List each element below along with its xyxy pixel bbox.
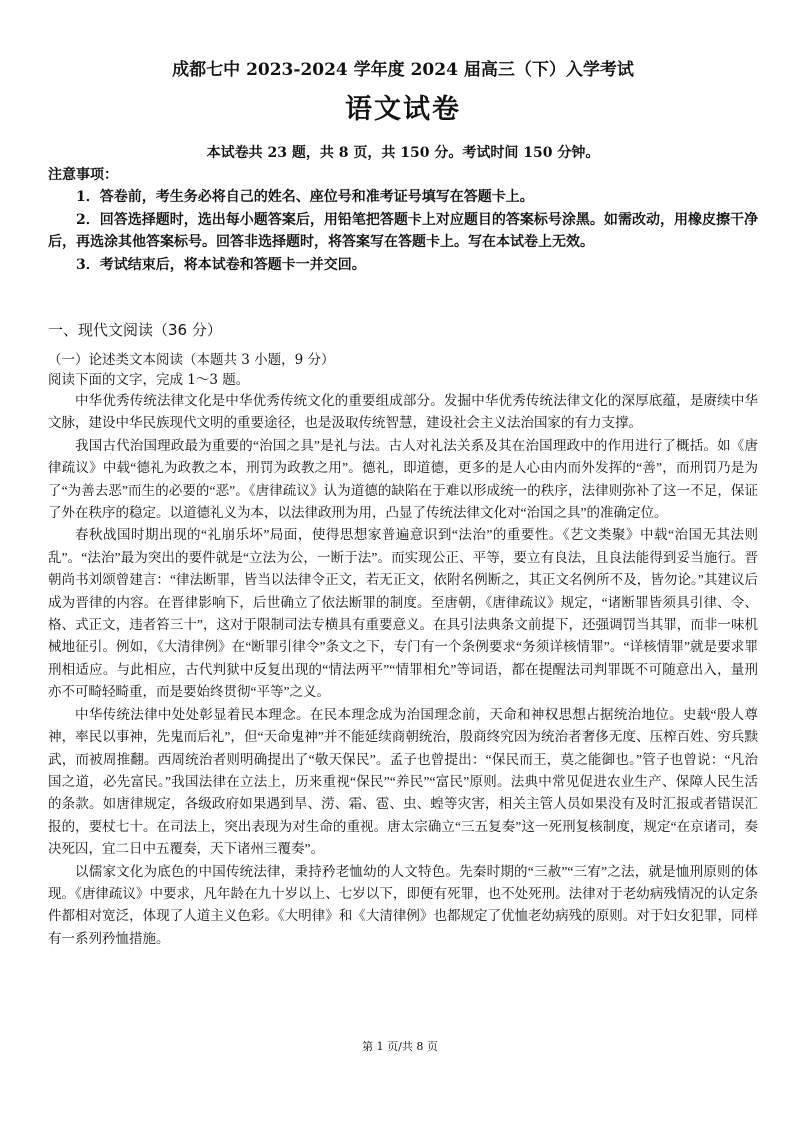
page-number: 第 1 页/共 8 页 [362, 1040, 438, 1053]
passage-paragraph: 中华传统法律中处处彰显着民本理念。在民本理念成为治国理念前，天命和神权思想占据统治地位。史载“殷人尊神，率民以事神，先鬼而后礼”，但“天命鬼神”并不能延续商朝统治，殷商终究因为统治者奢侈无度、压榨百姓、穷兵黩武，而被周推翻。西周统治者则明确提出了“敬天保民”。孟子也曾提出：“保民而王，莫之能御也。”管子也曾说：“凡治国之道，必先富民。”我国法律在立法上，历来重视“保民”“养民”“富民”原则。法典中常见促进农业生产、保障人民生活的条款。如唐律规定，各级政府如果遇到旱、涝、霜、雹、虫、蝗等灾害，相关主管人员如果没有及时汇报或者错误汇报的，要杖七十。在司法上，突出表现为对生命的重视。唐太宗确立“三五复奏”这一死刑复核制度，规定“在京诸司，奏决死囚，宜二日中五覆奏，天下诸州三覆奏”。 [48, 706, 758, 857]
notice-item: 1．答卷前，考生务必将自己的姓名、座位号和准考证号填写在答题卡上。 [76, 189, 534, 205]
exam-title: 成都七中 2023-2024 学年度 2024 届高三（下）入学考试 [172, 60, 634, 80]
passage-paragraph: 春秋战国时期出现的“礼崩乐坏”局面，使得思想家普遍意识到“法治”的重要性。《艺文类聚》中载“治国无其法则乱”。“法治”最为突出的要件就是“立法为公，一断于法”。而实现公正、平等，要立有良法，且良法能得到妥当施行。晋朝尚书刘颂曾建言：“律法断罪，皆当以法律令正文，若无正文，依附名例断之，其正文名例所不及，皆勿论。”其建议后成为晋律的内容。在晋律影响下，后世确立了依法断罪的制度。至唐朝，《唐律疏议》规定，“诸断罪皆须具引律、令、格、式正文，违者笞三十”，这对于限制司法专横具有重要意义。在具引法典条文前提下，还强调罚当其罪，而非一味机械地征引。例如，《大清律例》在“断罪引律令”条文之下，专门有一个条例要求“务须详核情罪”。“详核情罪”就是要求罪刑相适应。与此相应，古代判狱中反复出现的“情法两平”“情罪相允”等词语，都在提醒法司判罪既不可随意出入，量刑亦不可畸轻畸重，而是要始终贯彻“平等”之义。 [48, 527, 758, 700]
notice-block [48, 164, 758, 276]
subject-title: 语文试卷 [345, 94, 461, 125]
exam-info: 本试卷共 23 题，共 8 页，共 150 分。考试时间 150 分钟。 [206, 145, 600, 161]
passage-paragraph: 中华优秀传统法律文化是中华优秀传统文化的重要组成部分。发掘中华优秀传统法律文化的深厚底蕴，是赓续中华文脉，建设中华民族现代文明的重要途径，也是汲取传统智慧，建设社会主义法治国家的有力支撑。 [48, 393, 758, 431]
exam-page [48, 58, 758, 950]
section-title: 一、现代文阅读（36 分） [48, 321, 222, 339]
passage-paragraph: 以儒家文化为底色的中国传统法律，秉持矜老恤幼的人文特色。先秦时期的“三赦”“三宥”之法，就是恤刑原则的体现。《唐律疏议》中要求，凡年龄在九十岁以上、七岁以下，即便有死罪，也不处死刑。法律对于老幼病残情况的认定条件都相对宽泛，体现了人道主义色彩。《大明律》和《大清律例》也都规定了优恤老幼病残的原则。对于妇女犯罪，同样有一系列矜恤措施。 [48, 863, 758, 946]
notice-heading: 注意事项： [48, 167, 118, 183]
passage-paragraph: 我国古代治国理政最为重要的“治国之具”是礼与法。古人对礼法关系及其在治国理政中的作用进行了概括。如《唐律疏议》中载“德礼为政教之本，刑罚为政教之用”。德礼，即道德，更多的是人心由内而外发挥的“善”，而刑罚乃是为了“为善去恶”而生的必要的“恶”。《唐律疏议》认为道德的缺陷在于难以形成统一的秩序，法律则弥补了这一不足，保证了外在秩序的稳定。以道德礼义为本，以法律政刑为用，凸显了传统法律文化对“治国之具”的准确定位。 [48, 437, 758, 521]
subsection-title: （一）论述类文本阅读（本题共 3 小题，9 分） [48, 352, 335, 368]
reading-instruction: 阅读下面的文字，完成 1～3 题。 [48, 372, 250, 388]
reading-section [48, 318, 758, 950]
notice-item: 3．考试结束后，将本试卷和答题卡一并交回。 [76, 256, 366, 273]
notice-item: 2．回答选择题时，选出每小题答案后，用铅笔把答题卡上对应题目的答案标号涂黑。如需改动，用橡皮擦干净后，再选涂其他答案标号。回答非选择题时，将答案写在答题卡上。写在本试卷上无效。 [48, 211, 758, 250]
